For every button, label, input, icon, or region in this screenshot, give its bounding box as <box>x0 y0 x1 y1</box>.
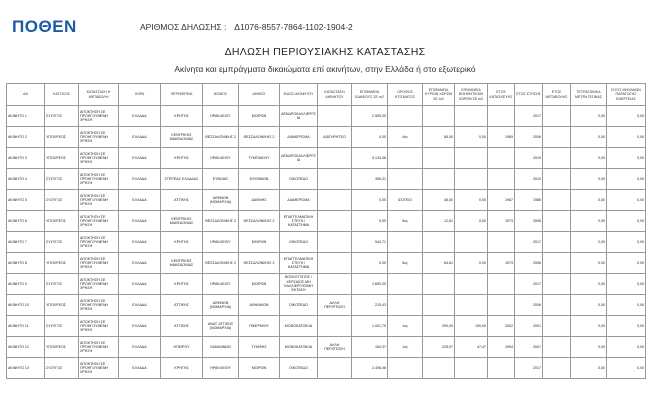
table-cell <box>543 316 571 337</box>
table-cell: ΟΙΚΟΠΕΔΟ <box>280 358 318 379</box>
table-cell: 2017 <box>515 106 543 127</box>
table-cell: 164,37 <box>352 337 388 358</box>
table-cell: 290,00 <box>423 316 455 337</box>
table-cell: ΑΤΤΙΚΗΣ <box>161 295 203 316</box>
table-cell: 1973 <box>488 253 515 274</box>
table-cell: 0,00 <box>607 148 646 169</box>
table-cell: ΜΟΙΡΩΝ <box>239 232 280 253</box>
table-cell: ΘΕΣΣΑΛΟΝΙΚΗΣ 2 <box>203 211 239 232</box>
table-cell: 2010 <box>515 169 543 190</box>
table-cell: 0,00 <box>571 148 607 169</box>
table-cell <box>543 106 571 127</box>
table-cell: ΥΠΟΧΡΕΟΣ <box>45 295 79 316</box>
table-cell: 0,00 <box>607 211 646 232</box>
table-row <box>7 295 646 316</box>
table-cell: ΗΠΕΙΡΟΥ <box>161 337 203 358</box>
table-cell: 4ος <box>388 127 423 148</box>
table-cell: ΑΚΙΝΗΤΟ 6 <box>7 211 45 232</box>
table-cell: ΠΙΚΕΡΜΙΟΥ <box>239 316 280 337</box>
table-cell: ΔΙΑΤΗΡΗΤΕΟ <box>318 127 352 148</box>
table-cell: ΑΠΟΚΤΗΣΗ ΣΕ ΠΡΟΗΓΟΥΜΕΝΗ ΧΡΗΣΗ <box>79 295 119 316</box>
column-header: ΚΑΤΑΣΤΑΣΗ Η ΜΕΤΑΒΟΛΗ <box>79 84 119 106</box>
column-header: ΚΑΤΑΣΤΑΣΗ ΑΚΙΝΗΤΟΥ <box>318 84 352 106</box>
table-cell: ΑΠΟΚΤΗΣΗ ΣΕ ΠΡΟΗΓΟΥΜΕΝΗ ΧΡΗΣΗ <box>79 274 119 295</box>
table-cell: 1994 <box>488 337 515 358</box>
table-cell <box>543 148 571 169</box>
table-cell: 0,00 <box>607 253 646 274</box>
table-row <box>7 106 646 127</box>
table-cell <box>423 232 455 253</box>
table-row <box>7 127 646 148</box>
table-cell <box>388 232 423 253</box>
table-row <box>7 148 646 169</box>
table-cell: ΥΠΟΧΡΕΟΣ <box>45 337 79 358</box>
table-cell: ΣΥΖΥΓΟΣ <box>45 274 79 295</box>
table-cell: ΔΙΑΜΕΡΙΣΜΑ <box>280 127 318 148</box>
table-cell <box>423 148 455 169</box>
table-cell: 1ος <box>388 316 423 337</box>
table-cell: ΚΕΝΤΡΙΚΗΣ ΜΑΚΕΔΟΝΙΑΣ <box>161 127 203 148</box>
table-cell: ΑΠΟΚΤΗΣΗ ΣΕ ΠΡΟΗΓΟΥΜΕΝΗ ΧΡΗΣΗ <box>79 253 119 274</box>
table-cell: ΜΟΙΡΩΝ <box>239 358 280 379</box>
table-cell: ΑΚΙΝΗΤΟ 8 <box>7 253 45 274</box>
table-cell <box>318 211 352 232</box>
table-cell: ΘΕΣΣΑΛΟΝΙΚΗΣ 2 <box>203 253 239 274</box>
table-cell: ΕΛΛΑΔΑ <box>119 148 161 169</box>
table-cell: ΑΚΙΝΗΤΟ 13 <box>7 358 45 379</box>
table-cell: ΥΠΟΧΡΕΟΣ <box>45 127 79 148</box>
table-cell: ΙΣΟΓΕΙΟ <box>388 190 423 211</box>
table-cell: 0,00 <box>571 232 607 253</box>
table-cell: ΕΛΛΑΔΑ <box>119 232 161 253</box>
column-header: ΔΗΜΟΣ <box>239 84 280 106</box>
table-cell: 5ος <box>388 253 423 274</box>
table-cell: 2002 <box>488 316 515 337</box>
table-cell: 2.505,00 <box>352 106 388 127</box>
table-cell: ΣΥΖΥΓΟΣ <box>45 358 79 379</box>
declaration-number <box>140 22 353 32</box>
table-cell: ΔΑΦΝΗΣ <box>239 190 280 211</box>
table-cell: ΥΠΟΧΡΕΟΣ <box>45 211 79 232</box>
column-header: ΕΤΟΣ ΚΤΗΣΗΣ <box>515 84 543 106</box>
declaration-number-value: Δ1076-8557-7864-1102-1904-2 <box>234 22 353 32</box>
table-cell: ΗΡΑΚΛΕΙΟΥ <box>203 106 239 127</box>
table-cell <box>318 169 352 190</box>
page-title: ΔΗΛΩΣΗ ΠΕΡΙΟΥΣΙΑΚΗΣ ΚΑΤΑΣΤΑΣΗΣ <box>224 46 426 58</box>
table-cell <box>488 169 515 190</box>
table-cell: ΑΚΙΝΗΤΟ 1 <box>7 106 45 127</box>
table-cell: 0,00 <box>455 253 488 274</box>
table-row <box>7 274 646 295</box>
table-cell: 0,00 <box>607 232 646 253</box>
table-cell: ΑΚΙΝΗΤΟ 3 <box>7 148 45 169</box>
column-header: ΝΟΜΟΣ <box>203 84 239 106</box>
table-cell: 1967 <box>488 190 515 211</box>
table-cell: ΥΠΟΧΡΕΟΣ <box>45 148 79 169</box>
pothen-logo: ΠΟΘΕΝ <box>12 17 77 36</box>
table-cell: 0,00 <box>571 253 607 274</box>
table-cell: ΕΛΛΑΔΑ <box>119 316 161 337</box>
table-cell: ΕΥΒΟΙΑΣ <box>203 169 239 190</box>
table-cell: 0,00 <box>607 169 646 190</box>
table-cell: ΑΤΤΙΚΗΣ <box>161 316 203 337</box>
table-cell <box>543 274 571 295</box>
table-cell: 65,00 <box>423 127 455 148</box>
table-row <box>7 358 646 379</box>
table-cell: ΗΡΑΚΛΕΙΟΥ <box>203 148 239 169</box>
table-cell <box>488 358 515 379</box>
table-cell: ΑΠΟΚΤΗΣΗ ΣΕ ΠΡΟΗΓΟΥΜΕΝΗ ΧΡΗΣΗ <box>79 337 119 358</box>
table-cell: 1986 <box>515 190 543 211</box>
table-cell: ΙΩΑΝΝΙΝΩΝ <box>203 337 239 358</box>
table-cell: ΕΛΛΑΔΑ <box>119 127 161 148</box>
table-cell: ΕΛΛΑΔΑ <box>119 358 161 379</box>
column-header: ΟΡΟΦΟΣ ΚΤΙΣΜΑΤΟΣ <box>388 84 423 106</box>
table-cell <box>543 127 571 148</box>
table-cell: 0,00 <box>571 211 607 232</box>
table-cell: ΚΡΗΤΗΣ <box>161 232 203 253</box>
table-cell <box>388 358 423 379</box>
table-cell <box>388 106 423 127</box>
table-cell: ΘΕΣΣΑΛΟΝΙΚΗΣ 2 <box>203 127 239 148</box>
table-cell: 2006 <box>515 295 543 316</box>
table-cell: 2017 <box>515 358 543 379</box>
table-cell: ΑΘΗΝΑΙΩΝ <box>239 295 280 316</box>
table-cell: ΔΕΝΔΡΟΚΑΛΛΙΕΡΓΕΙΑ <box>280 148 318 169</box>
column-header: ΕΤΟΣ ΚΑΤΑΣΚΕΥΗΣ <box>488 84 515 106</box>
column-header: ΕΠΙΦΑΝΕΙΑ ΚΥΡΙΩΝ ΧΩΡΩΝ ΣΕ m2 <box>423 84 455 106</box>
table-cell: ΣΥΖΥΓΟΣ <box>45 232 79 253</box>
table-row <box>7 337 646 358</box>
table-cell <box>455 148 488 169</box>
table-cell: 0,00 <box>607 316 646 337</box>
table-cell: ΕΠΑΓΓΕΛΜΑΤΙΚΗ ΣΤΕΓΗ / ΚΑΤΑΣΤΗΜΑ <box>280 211 318 232</box>
table-cell <box>318 148 352 169</box>
table-cell: 1973 <box>488 211 515 232</box>
table-cell: ΕΛΥΜΝΙΩΝ <box>239 169 280 190</box>
table-cell <box>543 190 571 211</box>
table-cell: ΑΠΟΚΤΗΣΗ ΣΕ ΠΡΟΗΓΟΥΜΕΝΗ ΧΡΗΣΗ <box>79 316 119 337</box>
table-cell: ΑΠΟΚΤΗΣΗ ΣΕ ΠΡΟΗΓΟΥΜΕΝΗ ΧΡΗΣΗ <box>79 358 119 379</box>
table-cell <box>423 295 455 316</box>
table-cell: 2017 <box>515 274 543 295</box>
table-cell: 12,61 <box>423 211 455 232</box>
table-cell: ΣΥΖΥΓΟΣ <box>45 316 79 337</box>
table-cell: 48,00 <box>423 190 455 211</box>
table-cell: 5ος <box>388 211 423 232</box>
table-cell: ΟΙΚΟΠΕΔΟ <box>280 295 318 316</box>
table-cell: 0,00 <box>455 127 488 148</box>
table-cell: ΑΠΟΚΤΗΣΗ ΣΕ ΠΡΟΗΓΟΥΜΕΝΗ ΧΡΗΣΗ <box>79 169 119 190</box>
table-cell <box>543 211 571 232</box>
table-cell: ΘΕΣΣΑΛΟΝΙΚΗΣ 2 <box>239 253 280 274</box>
table-cell: 0,00 <box>571 295 607 316</box>
table-cell: ΑΠΟΚΤΗΣΗ ΣΕ ΠΡΟΗΓΟΥΜΕΝΗ ΧΡΗΣΗ <box>79 190 119 211</box>
table-cell: ΚΡΗΤΗΣ <box>161 274 203 295</box>
table-cell: 1.001,75 <box>352 316 388 337</box>
table-cell: ΑΠΟΚΤΗΣΗ ΣΕ ΠΡΟΗΓΟΥΜΕΝΗ ΧΡΗΣΗ <box>79 148 119 169</box>
table-cell <box>423 274 455 295</box>
table-cell: 0,00 <box>607 358 646 379</box>
table-row <box>7 190 646 211</box>
table-cell: ΣΥΖΥΓΟΣ <box>45 106 79 127</box>
table-cell <box>488 106 515 127</box>
table-cell: ΟΙΚΟΠΕΔΟ <box>280 232 318 253</box>
table-cell: ΟΙΚΟΠΕΔΟ <box>280 169 318 190</box>
table-cell: 0,00 <box>352 253 388 274</box>
table-cell: ΜΟΝΟΚΑΤΟΙΚΙΑ <box>280 337 318 358</box>
table-cell: ΑΚΙΝΗΤΟ 9 <box>7 274 45 295</box>
table-cell <box>455 232 488 253</box>
table-cell <box>455 295 488 316</box>
table-cell: 0,00 <box>607 274 646 295</box>
table-cell <box>388 274 423 295</box>
table-cell: ΘΕΣΣΑΛΟΝΙΚΗΣ 2 <box>239 127 280 148</box>
table-cell <box>543 253 571 274</box>
table-cell: ΣΤΕΡΕΑΣ ΕΛΛΑΔΑΣ <box>161 169 203 190</box>
table-cell <box>455 106 488 127</box>
table-cell: 355,31 <box>352 169 388 190</box>
table-cell: 0,00 <box>352 211 388 232</box>
table-cell <box>318 190 352 211</box>
declaration-number-label: ΑΡΙΘΜΟΣ ΔΗΛΩΣΗΣ : <box>140 22 227 32</box>
table-cell: ΑΚΙΝΗΤΟ 10 <box>7 295 45 316</box>
table-cell: 2001 <box>515 316 543 337</box>
table-cell: 0,00 <box>607 190 646 211</box>
table-cell: ΚΕΝΤΡΙΚΗΣ ΜΑΚΕΔΟΝΙΑΣ <box>161 253 203 274</box>
table-cell: ΕΠΑΓΓΕΛΜΑΤΙΚΗ ΣΤΕΓΗ / ΚΑΤΑΣΤΗΜΑ <box>280 253 318 274</box>
column-header: ΑΑ <box>7 84 45 106</box>
table-cell: 2006 <box>515 253 543 274</box>
table-cell: ΚΡΗΤΗΣ <box>161 106 203 127</box>
table-cell: 0,00 <box>571 316 607 337</box>
table-cell: ΚΡΗΤΗΣ <box>161 358 203 379</box>
table-cell <box>318 316 352 337</box>
table-cell: ΑΛΛΗ ΠΕΡΙΠΤΩΣΗ <box>318 295 352 316</box>
table-cell: 2017 <box>515 232 543 253</box>
table-cell: ΕΛΛΑΔΑ <box>119 253 161 274</box>
table-cell: ΜΟΙΡΩΝ <box>239 106 280 127</box>
table-cell <box>388 295 423 316</box>
table-cell: ΑΛΛΗ ΠΕΡΙΠΤΩΣΗ <box>318 337 352 358</box>
column-header: ΤΕΤΡΑΓΩΝΙΚΑ ΜΕΤΡΑ ΠΙΣΙΝΑΣ <box>571 84 607 106</box>
table-cell: 47,47 <box>455 337 488 358</box>
property-table <box>6 83 646 379</box>
column-header: ΕΠΙΦΑΝΕΙΑ ΕΔΑΦΟΥΣ ΣΕ m2 <box>352 84 388 106</box>
table-body <box>7 106 646 379</box>
table-cell <box>455 169 488 190</box>
table-cell: ΕΛΛΑΔΑ <box>119 190 161 211</box>
table-cell <box>543 358 571 379</box>
table-cell: 2006 <box>515 127 543 148</box>
table-cell: ΗΡΑΚΛΕΙΟΥ <box>203 274 239 295</box>
table-cell <box>423 106 455 127</box>
table-row <box>7 211 646 232</box>
table-cell: 64,61 <box>423 253 455 274</box>
table-cell: 2007 <box>515 337 543 358</box>
table-cell: ΑΚΙΝΗΤΟ 4 <box>7 169 45 190</box>
table-cell: 2006 <box>515 211 543 232</box>
table-cell: 0,00 <box>571 127 607 148</box>
table-cell <box>543 169 571 190</box>
table-cell: ΥΠΟΧΡΕΟΣ <box>45 253 79 274</box>
table-cell <box>488 274 515 295</box>
table-cell: 0,00 <box>352 127 388 148</box>
table-cell: ΣΥΖΥΓΟΣ <box>45 169 79 190</box>
table-cell: ΕΛΛΑΔΑ <box>119 295 161 316</box>
table-cell: 2019 <box>515 148 543 169</box>
table-cell: 190,00 <box>455 316 488 337</box>
table-cell: 0,00 <box>607 337 646 358</box>
table-cell: 225,57 <box>423 337 455 358</box>
table-cell <box>543 232 571 253</box>
table-cell: 0,00 <box>455 211 488 232</box>
table-cell <box>318 274 352 295</box>
table-cell: 0,00 <box>571 106 607 127</box>
table-cell: ΑΘΗΝΩΝ (ΝΟΜΑΡΧΙΑ) <box>203 295 239 316</box>
table-cell <box>455 358 488 379</box>
table-cell: ΕΛΛΑΔΑ <box>119 106 161 127</box>
table-cell: ΑΠΟΚΤΗΣΗ ΣΕ ΠΡΟΗΓΟΥΜΕΝΗ ΧΡΗΣΗ <box>79 106 119 127</box>
table-cell: 0,00 <box>607 127 646 148</box>
table-cell: 0,00 <box>607 106 646 127</box>
table-cell: ΑΚΙΝΗΤΟ 12 <box>7 337 45 358</box>
table-cell: ΗΡΑΚΛΕΙΟΥ <box>203 358 239 379</box>
table-cell <box>423 358 455 379</box>
table-row <box>7 253 646 274</box>
table-cell: ΚΕΝΤΡΙΚΗΣ ΜΑΚΕΔΟΝΙΑΣ <box>161 211 203 232</box>
table-cell: 1ος <box>388 337 423 358</box>
page-subtitle: Ακίνητα και εμπράγματα δικαιώματα επί ακινήτων, στην Ελλάδα ή στο εξωτερικό <box>174 64 476 74</box>
table-cell: 215,43 <box>352 295 388 316</box>
table-cell: ΘΕΣΣΑΛΟΝΙΚΗΣ 2 <box>239 211 280 232</box>
table-cell <box>388 169 423 190</box>
table-cell: ΤΥΜΦΗΣ <box>239 337 280 358</box>
table-cell <box>543 295 571 316</box>
table-cell <box>318 358 352 379</box>
table-cell: ΕΛΛΑΔΑ <box>119 337 161 358</box>
column-header: ΠΕΡΙΦΕΡΕΙΑ <box>161 84 203 106</box>
table-cell <box>318 253 352 274</box>
table-cell: ΑΚΙΝΗΤΟ 11 <box>7 316 45 337</box>
table-cell: 0,00 <box>571 337 607 358</box>
table-cell <box>488 232 515 253</box>
table-cell: ΤΥΜΠΑΚΙΟΥ <box>239 148 280 169</box>
table-cell: ΣΥΖΥΓΟΣ <box>45 190 79 211</box>
table-cell <box>388 148 423 169</box>
table-cell <box>455 274 488 295</box>
table-cell: 0,00 <box>352 190 388 211</box>
column-header: ΙΣΧΥΣ ΜΗΧΑΝΩΝ ΠΑΡΑΓΩΓΗΣ ΕΝΕΡΓΕΙΑΣ <box>607 84 646 106</box>
table-cell: ΔΕΝΔΡΟΚΑΛΛΙΕΡΓΕΙΑ <box>280 106 318 127</box>
table-cell: 544,71 <box>352 232 388 253</box>
table-cell: ΑΝΑΤ. ΑΤΤΙΚΗΣ (ΝΟΜΑΡΧΙΑ) <box>203 316 239 337</box>
table-cell: ΑΚΙΝΗΤΟ 7 <box>7 232 45 253</box>
table-cell: ΑΠΟΚΤΗΣΗ ΣΕ ΠΡΟΗΓΟΥΜΕΝΗ ΧΡΗΣΗ <box>79 232 119 253</box>
table-cell: 1.650,00 <box>352 274 388 295</box>
table-cell: ΗΡΑΚΛΕΙΟΥ <box>203 232 239 253</box>
table-cell: 0,00 <box>455 190 488 211</box>
table-row <box>7 232 646 253</box>
table-cell: ΑΚΙΝΗΤΟ 2 <box>7 127 45 148</box>
column-header: ΚΑΤΟΧΟΣ <box>45 84 79 106</box>
table-cell: 0,00 <box>571 169 607 190</box>
table-cell: ΑΠΟΚΤΗΣΗ ΣΕ ΠΡΟΗΓΟΥΜΕΝΗ ΧΡΗΣΗ <box>79 211 119 232</box>
column-header: ΕΙΔΟΣ ΑΚΙΝΗΤΟΥ <box>280 84 318 106</box>
table-cell: ΕΛΛΑΔΑ <box>119 211 161 232</box>
table-cell: ΑΤΤΙΚΗΣ <box>161 190 203 211</box>
table-cell: 1969 <box>488 127 515 148</box>
table-row <box>7 316 646 337</box>
table-cell <box>423 169 455 190</box>
table-cell: 0,00 <box>571 274 607 295</box>
table-cell: ΔΙΑΜΕΡΙΣΜΑ <box>280 190 318 211</box>
table-cell: 0,00 <box>571 358 607 379</box>
table-cell <box>318 232 352 253</box>
table-cell <box>488 148 515 169</box>
table-cell <box>488 295 515 316</box>
table-cell: ΕΛΛΑΔΑ <box>119 169 161 190</box>
table-cell: ΑΠΟΚΤΗΣΗ ΣΕ ΠΡΟΗΓΟΥΜΕΝΗ ΧΡΗΣΗ <box>79 127 119 148</box>
table-cell: ΑΚΙΝΗΤΟ 5 <box>7 190 45 211</box>
column-header: ΕΠΙΦΑΝΕΙΑ ΒΟΗΘΗΤΙΚΩΝ ΧΩΡΩΝ ΣΕ m2 <box>455 84 488 106</box>
table-header-row <box>7 84 646 106</box>
column-header: ΧΩΡΑ <box>119 84 161 106</box>
table-cell: 2.406,48 <box>352 358 388 379</box>
table-cell: ΜΟΙΡΩΝ <box>239 274 280 295</box>
table-cell: ΑΘΗΝΩΝ (ΝΟΜΑΡΧΙΑ) <box>203 190 239 211</box>
table-cell: ΕΛΛΑΔΑ <box>119 274 161 295</box>
table-cell: ΜΟΝΟΚΑΤΟΙΚΙΑ <box>280 316 318 337</box>
table-row <box>7 169 646 190</box>
table-cell: 0,00 <box>607 295 646 316</box>
table-cell <box>318 106 352 127</box>
table-cell: ΒΟΣΚΟΤΟΠΟΣ / ΧΕΡΣΑΙΟΣ ΜΗ ΚΑΛΛΙΕΡΓΗΣΙΜΗ ΕΚΤΑΣΗ <box>280 274 318 295</box>
table-cell <box>543 337 571 358</box>
column-header: ΕΤΟΣ ΜΕΤΑΒΟΛΗΣ <box>543 84 571 106</box>
table-cell: ΚΡΗΤΗΣ <box>161 148 203 169</box>
table-cell: 0,00 <box>571 190 607 211</box>
table-cell: 5.143,46 <box>352 148 388 169</box>
